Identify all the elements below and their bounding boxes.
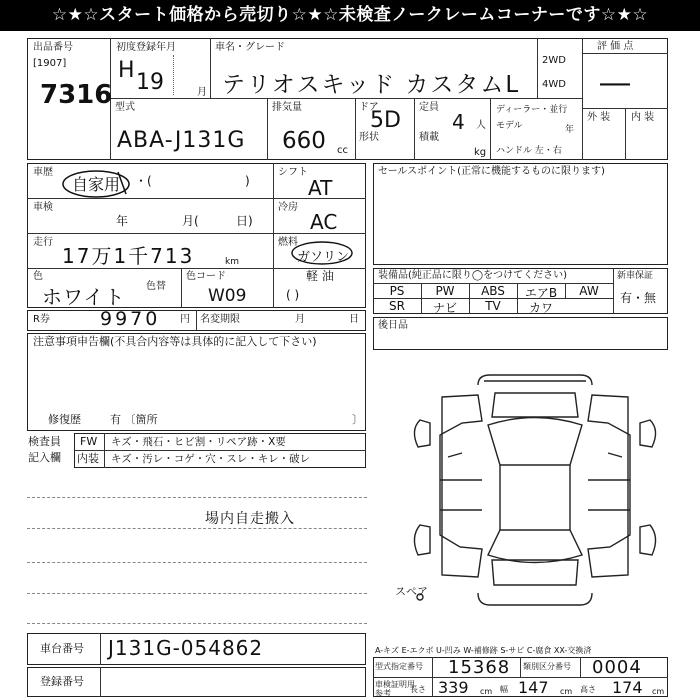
- displacement-label: 排気量: [272, 102, 302, 113]
- height-value: 174: [612, 678, 643, 697]
- inspector-int-label: 内装: [77, 452, 99, 465]
- fuel-paren: ( ): [286, 288, 300, 302]
- equip-tv: TV: [485, 299, 501, 313]
- inspector-fw-text: キズ・飛石・ヒビ割・リペア跡・X要: [111, 436, 286, 448]
- length-unit: cm: [480, 687, 493, 696]
- inspection-label: 車検: [33, 202, 53, 213]
- shift-value: AT: [308, 176, 333, 200]
- inspector-int-text: キズ・汚レ・コゲ・穴・スレ・キレ・破レ: [111, 453, 311, 465]
- sales-point-label: セールスポイント(正常に機能するものに限ります): [378, 166, 605, 177]
- equip-pw: PW: [435, 284, 455, 298]
- back-order-label: 後日品: [378, 320, 408, 331]
- ac-label: 冷房: [278, 202, 298, 213]
- repair-label: 修復歴: [48, 413, 81, 426]
- new-car-warranty-value: 有・無: [620, 291, 657, 305]
- load-label: 積載: [419, 132, 439, 143]
- first-reg-month-unit: 月: [197, 87, 207, 98]
- equip-airbag: エアB: [524, 286, 558, 300]
- color-code-label: 色コード: [186, 271, 226, 282]
- first-reg-label: 初度登録年月: [116, 42, 176, 53]
- equip-leather: カワ: [528, 301, 553, 315]
- lot-number: 7316: [40, 80, 113, 110]
- repair-close: 〕: [352, 413, 363, 426]
- ac-value: AC: [310, 210, 338, 234]
- recycle-unit: 円: [180, 314, 190, 325]
- model-year-unit: 年: [565, 125, 575, 135]
- rating-label: 評 価 点: [597, 41, 634, 52]
- inspection-day: 日): [236, 214, 253, 228]
- displacement-unit: cc: [337, 145, 348, 156]
- new-car-warranty-label: 新車保証: [617, 271, 654, 281]
- color-code-value: W09: [208, 286, 247, 306]
- interior-label: 内 装: [631, 112, 655, 123]
- first-reg-year: 19: [136, 70, 164, 95]
- length-suffix: 長さ: [410, 685, 426, 694]
- fuel-diesel: 軽 油: [306, 269, 334, 283]
- header-banner: ☆★☆スタート価格から売切り☆★☆未検査ノークレームコーナーです☆★☆: [0, 0, 700, 31]
- recycle-label: R券: [33, 314, 50, 325]
- lot-code: [1907]: [33, 58, 67, 69]
- sales-point-section: [373, 163, 668, 265]
- handle-label: ハンドル 左・右: [496, 146, 562, 156]
- shape-label: 形状: [359, 132, 379, 143]
- name-change-month: 月: [295, 314, 305, 325]
- width-suffix: 幅: [500, 685, 508, 694]
- mileage-unit: km: [225, 257, 239, 267]
- drive-2wd: 2WD: [542, 55, 566, 66]
- type-value: ABA-J131G: [117, 128, 246, 153]
- dimension-label: 車検証明用: [375, 680, 415, 689]
- inspector-handwritten-note: 場内自走搬入: [205, 511, 295, 527]
- capacity-value: 4: [452, 110, 465, 134]
- capacity-unit: 人: [476, 120, 486, 131]
- height-suffix: 高さ: [580, 685, 596, 694]
- equip-sr: SR: [389, 299, 405, 313]
- model-value: テリオスキッド カスタムL: [222, 72, 521, 98]
- height-unit: cm: [652, 687, 665, 696]
- width-unit: cm: [560, 687, 573, 696]
- notes-label: 注意事項申告欄(不具合内容等は具体的に記入して下さい): [33, 335, 317, 348]
- color-label: 色: [33, 271, 43, 282]
- shift-label: シフト: [278, 167, 308, 178]
- fuel-label: 燃料: [278, 237, 298, 248]
- spec-number-label: 型式指定番号: [375, 662, 423, 671]
- width-value: 147: [518, 678, 549, 697]
- model-year-label: モデル: [496, 121, 523, 131]
- inspector-label-2: 記入欄: [28, 451, 61, 464]
- spare-label: スペア: [395, 585, 428, 598]
- capacity-label: 定員: [419, 102, 439, 113]
- car-diagram: [400, 365, 670, 620]
- first-reg-era: H: [118, 58, 135, 83]
- lot-label: 出品番号: [33, 42, 73, 53]
- history-value-close: ): [245, 174, 250, 188]
- damage-legend: A-キズ E-エクボ U-凹み W-補修跡 S-サビ C-腐食 XX-交換済: [375, 646, 592, 655]
- fuel-circle-icon: [289, 240, 355, 266]
- mileage-label: 走行: [33, 237, 53, 248]
- equip-aw: AW: [579, 284, 599, 298]
- frame-value: J131G-054862: [108, 636, 264, 660]
- dealer-label: ディーラー・並行: [496, 105, 568, 115]
- back-order-section: [373, 317, 668, 350]
- equip-abs: ABS: [481, 284, 505, 298]
- equip-navi: ナビ: [432, 301, 457, 315]
- color-value: ホワイト: [42, 285, 126, 309]
- equipment-label: 装備品(純正品に限り◯をつけてください): [378, 270, 567, 281]
- inspector-label-1: 検査員: [28, 435, 61, 448]
- history-label: 車歴: [33, 167, 53, 178]
- length-value: 339: [438, 678, 469, 697]
- history-value: 自家用: [72, 175, 121, 194]
- displacement-value: 660: [282, 128, 326, 154]
- class-number-value: 0004: [592, 657, 642, 678]
- history-value-tail: ・(: [135, 174, 152, 188]
- dimension-ref-label: 参考: [375, 689, 391, 698]
- class-number-label: 類別区分番号: [523, 662, 571, 671]
- equip-ps: PS: [389, 284, 405, 298]
- registration-label: 登録番号: [40, 675, 84, 688]
- fuel-value: ガソリン: [297, 250, 350, 265]
- inspection-month: 月(: [182, 214, 199, 228]
- load-unit: kg: [474, 147, 487, 158]
- doors-label: ドア: [359, 102, 379, 113]
- inspector-fw-label: FW: [80, 435, 98, 448]
- model-label: 車名・グレード: [215, 42, 285, 53]
- mileage-value: 17万1千713: [62, 244, 195, 268]
- name-change-day: 日: [349, 314, 359, 325]
- history-circle-icon: [60, 168, 132, 200]
- recycle-value: 9970: [100, 308, 161, 330]
- rating-value: ―: [600, 66, 630, 101]
- color-change-label: 色替: [146, 281, 166, 292]
- type-label: 型式: [115, 102, 135, 113]
- drive-4wd: 4WD: [542, 79, 566, 90]
- spec-number-value: 15368: [448, 657, 511, 678]
- frame-label: 車台番号: [40, 642, 84, 655]
- name-change-label: 名変期限: [200, 314, 240, 325]
- exterior-label: 外 装: [587, 112, 611, 123]
- inspection-year: 年: [116, 214, 129, 228]
- repair-value: 有 〔箇所: [110, 413, 158, 426]
- doors-value: 5D: [370, 108, 401, 133]
